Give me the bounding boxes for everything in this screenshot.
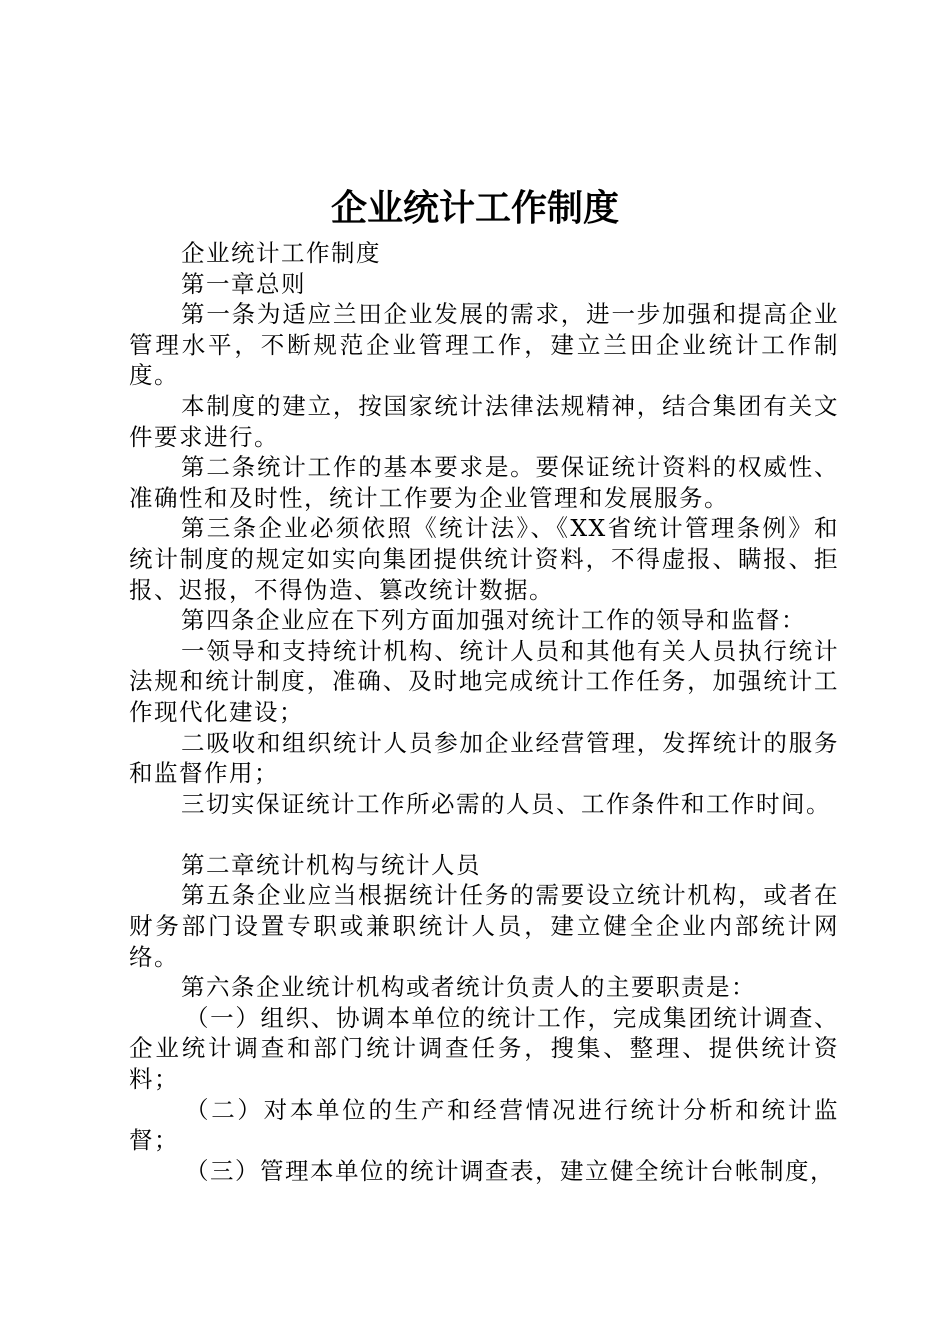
- article-5: 第五条企业应当根据统计任务的需要设立统计机构，或者在财务部门设置专职或兼职统计人员，建立健全企业内部统计网络。: [129, 881, 839, 971]
- article-6-item-3: （三）管理本单位的统计调查表，建立健全统计台帐制度，: [185, 1156, 835, 1185]
- article-6-item-1: （一）组织、协调本单位的统计工作，完成集团统计调查、企业统计调查和部门统计调查任务，搜集、整理、提供统计资料；: [129, 1003, 839, 1094]
- chapter-1-heading: 第一章总则: [181, 269, 306, 298]
- blank-line: [129, 819, 839, 850]
- paragraph-doc-name: 企业统计工作制度: [181, 239, 381, 267]
- article-4-item-1: 一领导和支持统计机构、统计人员和其他有关人员执行统计法规和统计制度，准确、及时地完成统计工作任务，加强统计工作现代化建设；: [129, 636, 839, 726]
- article-1-note: 本制度的建立，按国家统计法律法规精神，结合集团有关文件要求进行。: [129, 391, 839, 451]
- article-4-item-3: 三切实保证统计工作所必需的人员、工作条件和工作时间。: [181, 789, 831, 818]
- article-4-item-2: 二吸收和组织统计人员参加企业经营管理，发挥统计的服务和监督作用；: [129, 728, 839, 788]
- document-title: 企业统计工作制度: [330, 187, 619, 229]
- article-3: 第三条企业必须依照《统计法》、《XX省统计管理条例》和统计制度的规定如实向集团提供统计资料，不得虚报、瞒报、拒报、迟报，不得伪造、篡改统计数据。: [129, 514, 839, 604]
- article-1: 第一条为适应兰田企业发展的需求，进一步加强和提高企业管理水平，不断规范企业管理工作，建立兰田企业统计工作制度。: [129, 300, 839, 390]
- article-2: 第二条统计工作的基本要求是。要保证统计资料的权威性、准确性和及时性，统计工作要为企业管理和发展服务。: [129, 453, 839, 512]
- article-6: 第六条企业统计机构或者统计负责人的主要职责是：: [181, 973, 756, 1002]
- article-6-item-2: （二）对本单位的生产和经营情况进行统计分析和统计监督；: [129, 1095, 839, 1155]
- chapter-2-heading: 第二章统计机构与统计人员: [181, 850, 481, 879]
- document-body: [129, 238, 839, 1186]
- article-4: 第四条企业应在下列方面加强对统计工作的领导和监督：: [181, 606, 806, 635]
